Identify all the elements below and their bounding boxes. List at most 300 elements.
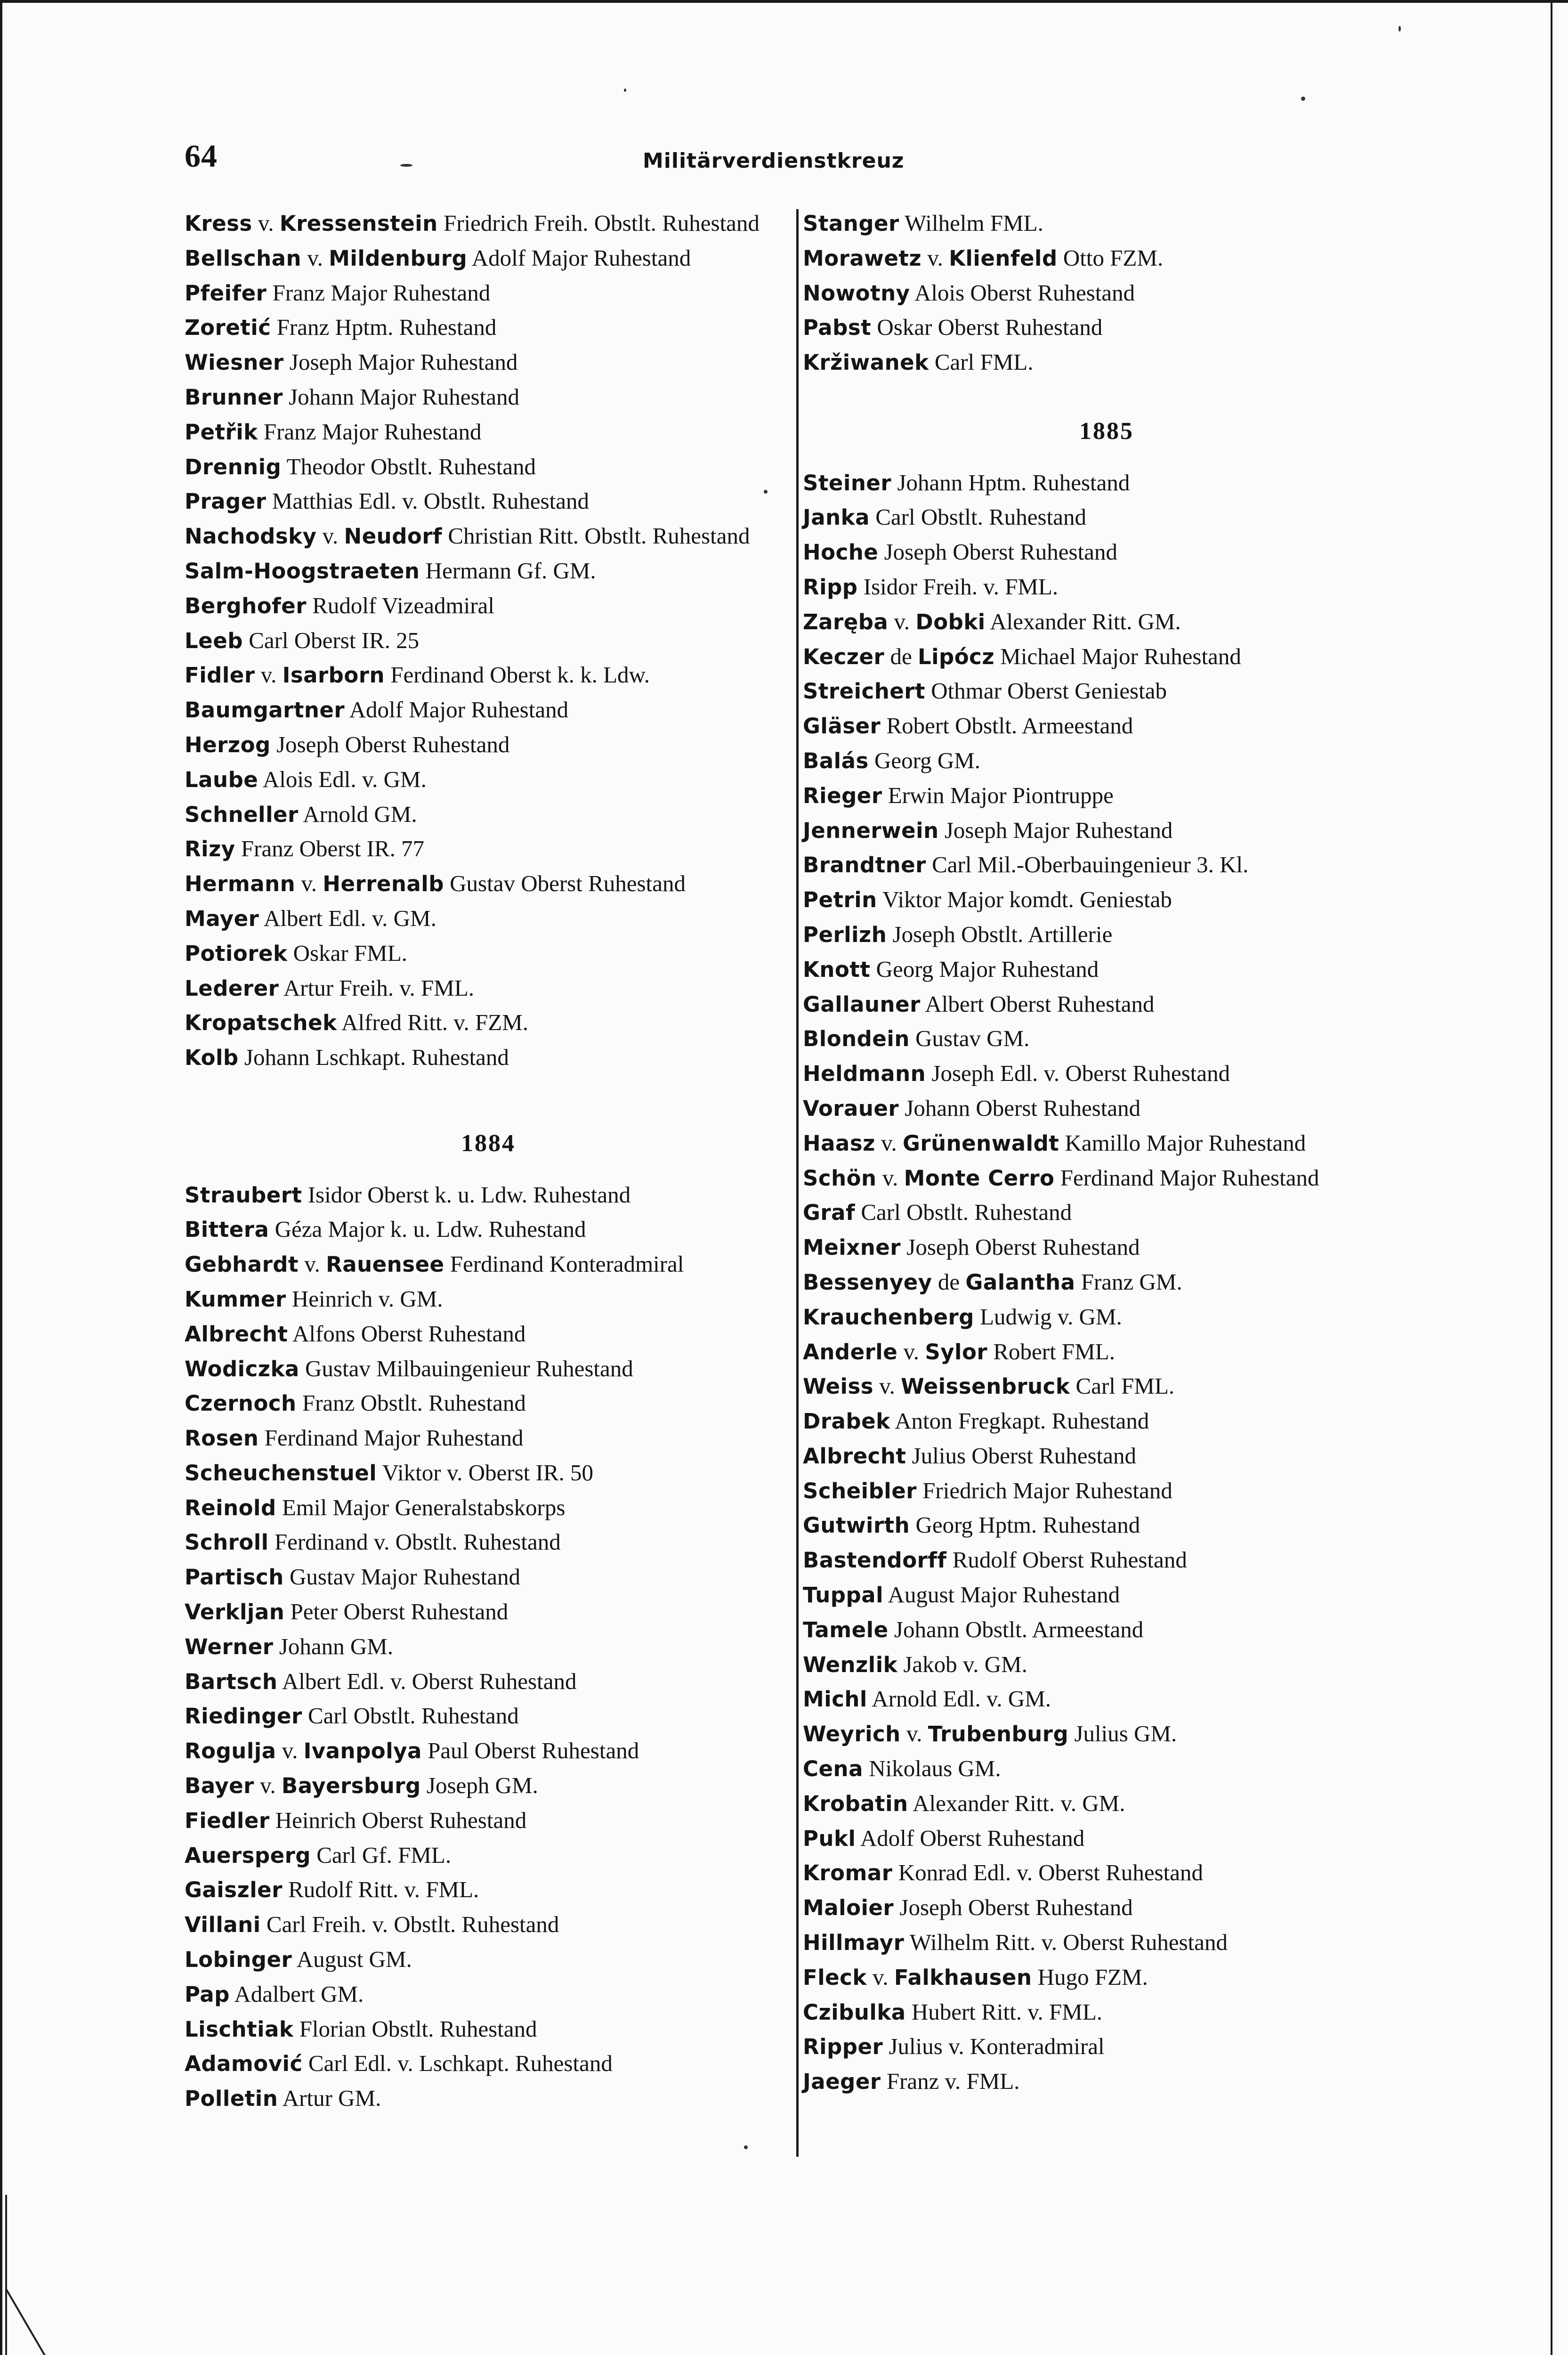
entry-details: Alexander Ritt. v. GM. <box>908 1790 1125 1816</box>
entry-details: Carl Obstlt. Ruhestand <box>869 504 1086 530</box>
entry-surname: Nachodsky <box>185 524 317 549</box>
entry-details: Ludwig v. GM. <box>974 1303 1122 1330</box>
register-entry <box>185 345 792 380</box>
register-entry <box>803 570 1410 605</box>
entry-surname: Partisch <box>185 1565 284 1590</box>
entry-surname: Polletin <box>185 2086 278 2111</box>
register-entry <box>803 1508 1410 1543</box>
entry-surname: Weiss <box>803 1374 874 1399</box>
register-entry <box>803 1543 1410 1578</box>
entry-surname: Zoretić <box>185 315 271 341</box>
register-entry <box>803 1925 1410 1960</box>
entry-surname: Graf <box>803 1200 856 1226</box>
entry-surname: Czibulka <box>803 1999 906 2025</box>
register-entry <box>185 380 792 415</box>
entry-details: Viktor v. Oberst IR. 50 <box>377 1459 594 1486</box>
entry-surname: Gebhardt <box>185 1252 299 1277</box>
entry-details: Carl FML. <box>1070 1373 1175 1399</box>
entry-details: Wilhelm Ritt. v. Oberst Ruhestand <box>904 1929 1228 1956</box>
register-entry <box>185 1247 792 1282</box>
entry-details: Alfred Ritt. v. FZM. <box>337 1009 529 1036</box>
entry-details: Rudolf Ritt. v. FML. <box>282 1876 479 1903</box>
entry-surname: Hoche <box>803 540 879 565</box>
entry-surname: Reinold <box>185 1495 276 1520</box>
entry-surname: Straubert <box>185 1182 302 1208</box>
entry-surname: Mayer <box>185 906 259 931</box>
register-entry <box>185 2046 792 2081</box>
entry-details: Artur GM. <box>278 2085 381 2111</box>
entry-details: v. <box>252 210 280 236</box>
entry-details: Carl Mil.-Oberbauingenieur 3. Kl. <box>926 852 1249 878</box>
entry-details: Viktor Major komdt. Geniestab <box>877 886 1172 913</box>
register-entry <box>803 1995 1410 2030</box>
entry-details: Isidor Oberst k. u. Ldw. Ruhestand <box>302 1181 631 1208</box>
entry-details: Carl Obstlt. Ruhestand <box>302 1703 519 1729</box>
register-entry <box>185 1178 792 1213</box>
entry-surname: Gutwirth <box>803 1513 910 1538</box>
entry-details: Carl Oberst IR. 25 <box>242 627 420 653</box>
register-entry <box>185 1421 792 1456</box>
register-entry <box>803 779 1410 813</box>
page-number: 64 <box>185 138 218 174</box>
entry-surname: Rieger <box>803 783 882 808</box>
entry-surname: Albrecht <box>803 1443 906 1469</box>
entry-details: Franz Major Ruhestand <box>258 418 482 445</box>
entry-details: Julius v. Konteradmiral <box>883 2033 1105 2060</box>
register-entry <box>185 797 792 832</box>
register-entry <box>803 744 1410 779</box>
entry-surname: Bastendorff <box>803 1548 947 1573</box>
entry-surname: Trubenburg <box>928 1722 1069 1747</box>
entry-details: v. <box>900 1721 928 1747</box>
register-entry <box>185 415 792 450</box>
entry-surname: Pap <box>185 1981 230 2007</box>
entry-surname: Stanger <box>803 211 899 236</box>
entry-details: Theodor Obstlt. Ruhestand <box>281 453 536 479</box>
register-entry <box>803 1022 1410 1056</box>
entry-details: Erwin Major Piontruppe <box>882 782 1114 808</box>
right-column <box>803 206 1410 2099</box>
entry-details: Oskar Oberst Ruhestand <box>871 314 1103 341</box>
entry-surname: Tamele <box>803 1617 889 1642</box>
register-entry <box>185 1595 792 1630</box>
entry-details: v. <box>301 244 329 271</box>
entry-details: Joseph Oberst Ruhestand <box>894 1894 1133 1921</box>
entry-surname: Prager <box>185 489 267 514</box>
entry-surname: Adamović <box>185 2051 303 2077</box>
entry-surname: Rogulja <box>185 1738 276 1764</box>
entry-surname: Krobatin <box>803 1791 908 1816</box>
register-entry <box>803 1717 1410 1752</box>
scan-border-left <box>0 0 2 2355</box>
scan-speck <box>400 164 412 167</box>
register-entry <box>185 1282 792 1317</box>
register-entry <box>803 952 1410 987</box>
scan-border-top <box>0 0 1568 3</box>
register-entry <box>803 2030 1410 2064</box>
entry-details: Ferdinand Major Ruhestand <box>1054 1164 1319 1191</box>
entry-details: Gustav Oberst Ruhestand <box>444 870 686 897</box>
entry-surname: Ripper <box>803 2034 883 2060</box>
entry-details: Peter Oberst Ruhestand <box>284 1599 509 1625</box>
entry-details: Florian Obstlt. Ruhestand <box>293 2015 537 2042</box>
entry-surname: Meixner <box>803 1235 901 1260</box>
entry-details: Franz Major Ruhestand <box>267 279 491 306</box>
entry-details: Adalbert GM. <box>229 1981 364 2007</box>
entry-details: Franz Obstlt. Ruhestand <box>296 1390 526 1416</box>
right-entries <box>803 206 1410 380</box>
entry-surname: Bittera <box>185 1217 269 1242</box>
entry-surname: Janka <box>803 505 870 530</box>
entry-surname: Keczer <box>803 644 885 669</box>
register-entry <box>803 276 1410 311</box>
register-entry <box>803 1682 1410 1717</box>
entry-surname: Tuppal <box>803 1583 884 1608</box>
register-entry <box>185 1665 792 1699</box>
register-entry <box>803 1265 1410 1300</box>
corner-scan-mark <box>4 2195 65 2355</box>
scan-speck <box>624 89 626 92</box>
entry-surname: Ivanpolya <box>303 1738 422 1764</box>
register-entry <box>185 1630 792 1665</box>
register-entry <box>185 1006 792 1040</box>
entry-surname: Wodiczka <box>185 1356 299 1381</box>
entry-details: v. <box>897 1338 925 1364</box>
register-entry <box>185 1560 792 1595</box>
entry-surname: Petrin <box>803 887 877 913</box>
entry-details: Gustav Milbauingenieur Ruhestand <box>299 1355 633 1381</box>
entry-surname: Lobinger <box>185 1947 292 1973</box>
entry-surname: Monte Cerro <box>904 1165 1055 1191</box>
entry-surname: Hermann <box>185 871 296 897</box>
register-entry <box>185 1734 792 1769</box>
entry-details: Johann Major Ruhestand <box>283 383 519 410</box>
entry-surname: Riedinger <box>185 1704 302 1729</box>
register-entry <box>803 1821 1410 1856</box>
register-entry <box>185 1942 792 1977</box>
entry-surname: Schneller <box>185 802 299 827</box>
register-entry <box>185 484 792 519</box>
entry-details: Johann Hptm. Ruhestand <box>891 469 1130 495</box>
entry-surname: Czernoch <box>185 1391 297 1416</box>
register-entry <box>803 1856 1410 1891</box>
entry-details: v. <box>888 608 916 634</box>
entry-details: Adolf Major Ruhestand <box>345 697 569 723</box>
entry-details: Carl FML. <box>929 349 1034 375</box>
entry-surname: Kolb <box>185 1045 239 1071</box>
register-entry <box>185 867 792 901</box>
entry-surname: Klienfeld <box>949 245 1058 271</box>
entry-surname: Michl <box>803 1687 867 1712</box>
entry-details: Heinrich v. GM. <box>286 1285 443 1312</box>
entry-details: v. <box>866 1964 894 1990</box>
entry-surname: Scheuchenstuel <box>185 1460 377 1486</box>
entry-surname: Steiner <box>803 470 892 495</box>
register-entry <box>185 1803 792 1838</box>
entry-surname: Kummer <box>185 1286 286 1312</box>
entry-details: Friedrich Freih. Obstlt. Ruhestand <box>437 210 760 236</box>
entry-surname: Ripp <box>803 574 858 600</box>
entry-details: Ferdinand v. Obstlt. Ruhestand <box>268 1529 561 1555</box>
entry-surname: Villani <box>185 1912 261 1938</box>
entry-details: Johann Oberst Ruhestand <box>899 1095 1141 1121</box>
entry-surname: Herzog <box>185 732 271 757</box>
entry-surname: Bayer <box>185 1773 254 1799</box>
register-entry <box>803 310 1410 345</box>
register-entry <box>185 1769 792 1803</box>
entry-details: Oskar FML. <box>287 940 407 966</box>
entry-surname: Hillmayr <box>803 1930 905 1956</box>
entry-details: Franz Oberst IR. 77 <box>235 836 425 862</box>
entry-details: Artur Freih. v. FML. <box>279 974 475 1001</box>
register-entry <box>803 1300 1410 1335</box>
scan-speck <box>1398 26 1401 32</box>
register-entry <box>803 674 1410 709</box>
entry-surname: Rauensee <box>326 1252 445 1277</box>
entry-details: Michael Major Ruhestand <box>994 643 1241 669</box>
entry-details: Hubert Ritt. v. FML. <box>905 1998 1103 2025</box>
entry-surname: Haasz <box>803 1130 875 1156</box>
left-entries-1884 <box>185 1178 792 2117</box>
register-entry <box>185 450 792 485</box>
left-column <box>185 206 792 2116</box>
register-entry <box>803 1578 1410 1613</box>
entry-details: v. <box>254 1772 282 1799</box>
entry-details: de <box>932 1268 966 1295</box>
register-entry <box>803 640 1410 674</box>
entry-surname: Kressenstein <box>279 211 438 236</box>
entry-surname: Maloier <box>803 1895 894 1921</box>
register-entry <box>803 1439 1410 1474</box>
entry-surname: Berghofer <box>185 593 307 618</box>
column-rule <box>796 209 799 2157</box>
entry-details: Gustav Major Ruhestand <box>283 1564 520 1590</box>
entry-surname: Lipócz <box>917 644 995 669</box>
entry-surname: Isarborn <box>282 663 385 688</box>
register-entry <box>185 832 792 867</box>
register-entry <box>185 1977 792 2012</box>
entry-surname: Weyrich <box>803 1722 901 1747</box>
entry-surname: Bartsch <box>185 1669 278 1694</box>
register-entry <box>185 2012 792 2047</box>
entry-details: Robert FML. <box>987 1338 1115 1364</box>
entry-surname: Weissenbruck <box>901 1374 1070 1399</box>
entry-surname: Kromar <box>803 1860 893 1886</box>
entry-details: Albert Edl. v. GM. <box>259 905 436 931</box>
left-entries <box>185 206 792 1075</box>
entry-details: Adolf Major Ruhestand <box>467 244 691 271</box>
entry-surname: Kropatschek <box>185 1010 337 1036</box>
entry-surname: Wiesner <box>185 350 284 375</box>
entry-details: v. <box>876 1164 904 1191</box>
entry-details: Julius GM. <box>1068 1721 1177 1747</box>
entry-details: Géza Major k. u. Ldw. Ruhestand <box>269 1216 586 1242</box>
entry-details: Johann Obstlt. Armeestand <box>888 1616 1144 1642</box>
entry-surname: Streichert <box>803 679 925 704</box>
entry-surname: Fleck <box>803 1965 867 1990</box>
entry-surname: Petřik <box>185 419 258 445</box>
entry-details: August GM. <box>292 1946 412 1973</box>
entry-details: v. <box>316 523 344 549</box>
register-entry <box>185 728 792 763</box>
entry-details: v. <box>873 1373 901 1399</box>
year-heading-1884: 1884 <box>461 1129 516 1157</box>
register-entry <box>803 918 1410 952</box>
entry-details: Wilhelm FML. <box>899 210 1043 236</box>
register-entry <box>185 589 792 624</box>
entry-details: Joseph Edl. v. Oberst Ruhestand <box>926 1060 1230 1087</box>
entry-surname: Neudorf <box>344 524 443 549</box>
entry-details: Johann GM. <box>273 1633 394 1659</box>
register-entry <box>803 709 1410 744</box>
entry-surname: Anderle <box>803 1339 898 1364</box>
entry-details: Joseph Oberst Ruhestand <box>270 731 510 757</box>
entry-surname: Herrenalb <box>323 871 444 897</box>
entry-surname: Pabst <box>803 315 872 341</box>
entry-surname: Blondein <box>803 1026 910 1052</box>
register-entry <box>803 1787 1410 1821</box>
register-entry <box>803 1161 1410 1196</box>
entry-details: Rudolf Vizeadmiral <box>306 592 494 618</box>
entry-details: Arnold Edl. v. GM. <box>867 1686 1051 1712</box>
right-entries-1885 <box>803 466 1410 2099</box>
entry-details: Ferdinand Major Ruhestand <box>259 1425 524 1451</box>
register-entry <box>185 310 792 345</box>
entry-details: Joseph Oberst Ruhestand <box>901 1234 1140 1260</box>
entry-surname: Bayersburg <box>281 1773 421 1799</box>
entry-details: Hugo FZM. <box>1032 1964 1148 1990</box>
entry-surname: Rizy <box>185 836 235 862</box>
entry-surname: Pfeifer <box>185 280 267 306</box>
entry-details: Friedrich Major Ruhestand <box>916 1477 1172 1503</box>
entry-details: Joseph Oberst Ruhestand <box>878 539 1117 565</box>
entry-surname: Rosen <box>185 1426 259 1451</box>
entry-details: Adolf Oberst Ruhestand <box>856 1825 1085 1851</box>
entry-surname: Brunner <box>185 384 283 410</box>
entry-surname: Scheibler <box>803 1478 917 1503</box>
entry-surname: Balás <box>803 748 869 773</box>
entry-surname: Schroll <box>185 1530 269 1555</box>
entry-details: Albert Oberst Ruhestand <box>920 991 1155 1017</box>
entry-surname: Heldmann <box>803 1061 926 1087</box>
entry-details: Franz v. FML. <box>881 2068 1020 2095</box>
entry-surname: Fidler <box>185 663 255 688</box>
register-entry <box>185 1873 792 1908</box>
entry-details: Hermann Gf. GM. <box>420 557 596 584</box>
register-entry <box>185 2081 792 2116</box>
register-entry <box>185 1838 792 1873</box>
entry-surname: Jennerwein <box>803 818 939 843</box>
entry-surname: Lederer <box>185 975 279 1001</box>
register-entry <box>803 1056 1410 1091</box>
register-entry <box>803 1335 1410 1370</box>
register-entry <box>185 1699 792 1734</box>
entry-surname: Krauchenberg <box>803 1304 974 1330</box>
entry-details: Alfons Oberst Ruhestand <box>288 1320 526 1347</box>
entry-details: Johann Lschkapt. Ruhestand <box>238 1044 509 1071</box>
entry-surname: Zaręba <box>803 609 889 634</box>
register-entry <box>803 1891 1410 1925</box>
entry-details: Julius Oberst Ruhestand <box>906 1442 1137 1469</box>
entry-details: Carl Edl. v. Lschkapt. Ruhestand <box>302 2050 613 2077</box>
entry-surname: Mildenburg <box>329 245 468 271</box>
register-entry <box>185 1317 792 1352</box>
register-entry <box>185 624 792 658</box>
register-entry <box>803 1195 1410 1230</box>
entry-details: Rudolf Oberst Ruhestand <box>946 1547 1187 1573</box>
entry-surname: Gallauner <box>803 991 921 1017</box>
entry-surname: Gläser <box>803 714 881 739</box>
register-entry <box>185 1491 792 1526</box>
entry-surname: Pukl <box>803 1826 856 1851</box>
entry-details: Anton Fregkapt. Ruhestand <box>890 1408 1149 1434</box>
entry-details: Emil Major Generalstabskorps <box>276 1494 566 1520</box>
register-entry <box>803 1369 1410 1404</box>
register-entry <box>803 1960 1410 1995</box>
register-entry <box>185 763 792 797</box>
register-entry <box>803 1474 1410 1509</box>
register-entry <box>185 1525 792 1560</box>
entry-surname: Dobki <box>915 609 986 634</box>
register-entry <box>803 1404 1410 1439</box>
entry-surname: Sylor <box>925 1339 988 1364</box>
register-entry <box>185 276 792 311</box>
register-entry <box>185 936 792 971</box>
register-entry <box>803 241 1410 276</box>
register-entry <box>185 241 792 276</box>
entry-surname: Vorauer <box>803 1096 899 1121</box>
entry-surname: Brandtner <box>803 853 926 878</box>
entry-details: Othmar Oberst Geniestab <box>925 678 1167 704</box>
register-entry <box>185 1456 792 1491</box>
entry-details: Georg GM. <box>868 747 981 773</box>
register-entry <box>803 1091 1410 1126</box>
entry-details: v. <box>295 870 323 897</box>
entry-details: Albert Edl. v. Oberst Ruhestand <box>277 1668 577 1694</box>
entry-details: v. <box>875 1129 903 1156</box>
entry-surname: Drennig <box>185 454 282 479</box>
register-entry <box>185 1908 792 1942</box>
scan-speck <box>1301 97 1305 101</box>
entry-surname: Baumgartner <box>185 698 345 723</box>
register-entry <box>185 519 792 554</box>
entry-surname: Falkhausen <box>894 1965 1032 1990</box>
entry-details: Ferdinand Oberst k. k. Ldw. <box>385 662 650 688</box>
entry-surname: Laube <box>185 767 259 792</box>
entry-details: Gustav GM. <box>909 1025 1030 1052</box>
register-entry <box>185 206 792 241</box>
register-entry <box>803 1752 1410 1787</box>
entry-details: Franz Hptm. Ruhestand <box>271 314 497 341</box>
register-entry <box>803 605 1410 640</box>
register-entry <box>803 2064 1410 2099</box>
entry-surname: Grünenwaldt <box>902 1130 1059 1156</box>
entry-surname: Knott <box>803 957 871 982</box>
entry-details: Robert Obstlt. Armeestand <box>881 713 1133 739</box>
entry-surname: Auersperg <box>185 1843 311 1868</box>
entry-surname: Perlizh <box>803 922 887 947</box>
entry-details: Paul Oberst Ruhestand <box>421 1738 639 1764</box>
register-entry <box>185 901 792 936</box>
register-entry <box>185 693 792 728</box>
entry-details: Joseph GM. <box>420 1772 538 1799</box>
register-entry <box>803 345 1410 380</box>
entry-details: Nikolaus GM. <box>863 1755 1001 1782</box>
entry-details: Alexander Ritt. GM. <box>985 608 1181 634</box>
scan-border-right <box>1551 0 1552 2355</box>
register-entry <box>185 1212 792 1247</box>
entry-details: Carl Obstlt. Ruhestand <box>855 1199 1072 1226</box>
